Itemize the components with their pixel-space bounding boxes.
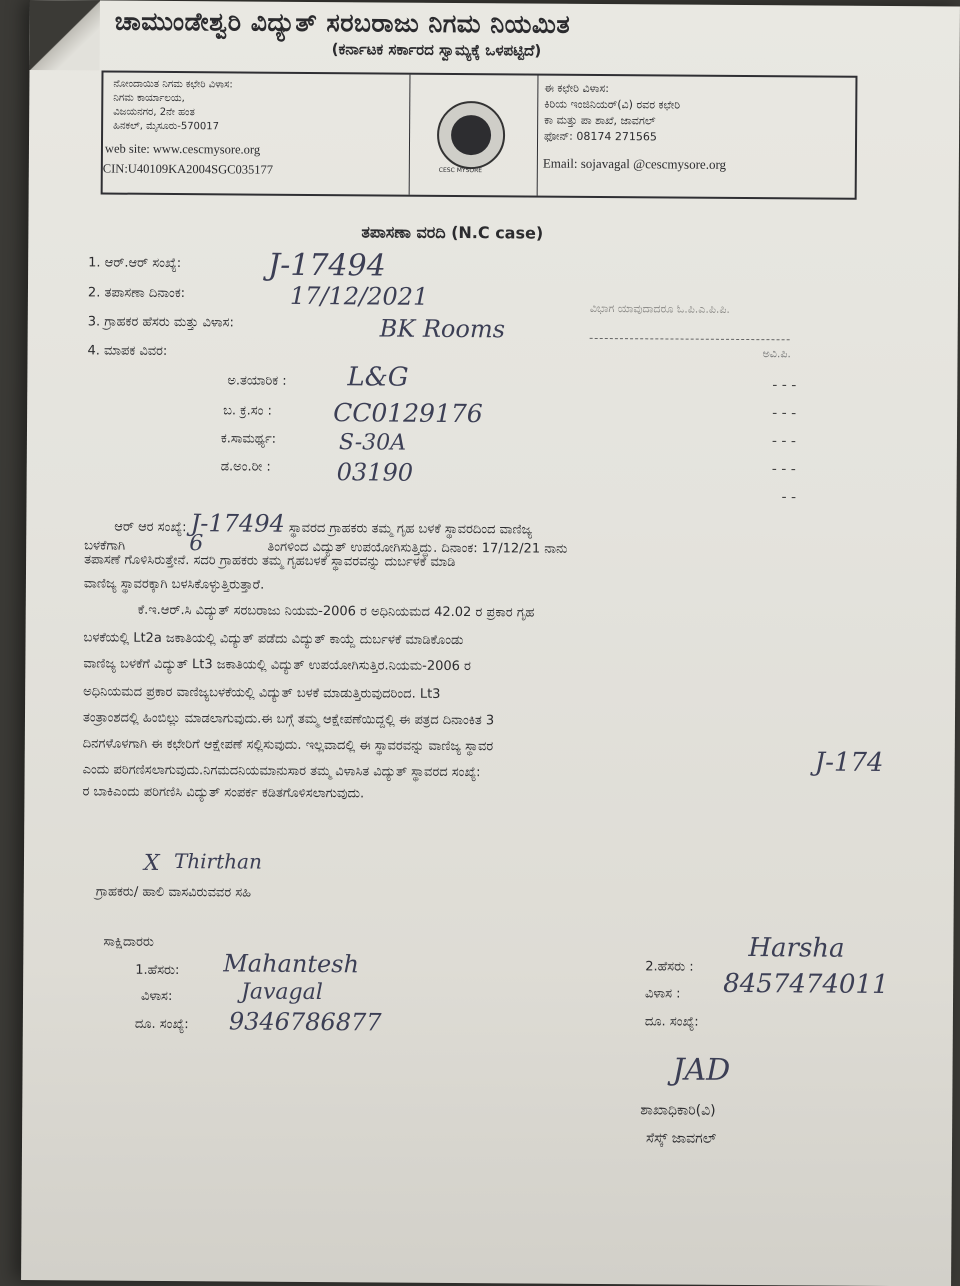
consumer-mark: X [143, 850, 160, 876]
registered-address-line: ನಿಗಮ ಕಾರ್ಯಾಲಯ, [113, 92, 185, 105]
field-label-rr-number: 1. ಆರ್.ಆರ್ ಸಂಖ್ಯೆ: [88, 255, 182, 272]
margin-mark: - - - [772, 405, 797, 422]
logo-caption: CESC MYSORE [438, 166, 483, 175]
margin-mark: - - [781, 489, 797, 506]
registered-address-line: ನೋಂದಾಯಿತ ನಿಗಮ ಕಛೇರಿ ವಿಳಾಸ: [113, 78, 233, 91]
witness1-name-label: 1.ಹೆಸರು: [135, 962, 180, 979]
body-line: ಎಂದು ಪರಿಗಣಿಸಲಾಗುವುದು.ನಿಗಮದನಿಯಮಾನುಸಾರ ತಮ್ಮ ವಿಳಾಸಿತ ವಿದ್ಯುತ್ ಸ್ಥಾವರದ ಸಂಖ್ಯೆ: [82, 762, 481, 781]
office-address-line: ಕಾ ಮತ್ತು ಪಾ ಶಾಖೆ, ಜಾವಗಲ್ [544, 113, 656, 128]
registered-address-line: ವಿಜಯನಗರ, 2ನೇ ಹಂತ [113, 106, 195, 119]
margin-mark: - - - [771, 461, 796, 478]
officer-title: ಶಾಖಾಧಿಕಾರಿ(ವಿ) [640, 1102, 716, 1119]
body-line: ತಂತ್ರಾಂಶದಲ್ಲಿ ಹಿಂಬಿಲ್ಲು ಮಾಡಲಾಗುವುದು.ಈ ಬಗ್ಗೆ ತಮ್ಮ ಆಕ್ಷೇಪಣೆಯಿದ್ದಲ್ಲಿ ಈ ಪತ್ರದ ದಿನಾಂಕಿತ 3 [82, 710, 495, 729]
office-email: Email: sojavagal @cescmysore.org [542, 155, 727, 172]
box-divider [537, 76, 539, 196]
consumer-signature: Thirthan [173, 849, 262, 874]
field-value-consumer-name: BK Rooms [379, 314, 506, 344]
officer-organization: ಸೆಸ್ಕ್ ಜಾವಗಲ್ [646, 1130, 717, 1147]
witness1-address: Javagal [240, 979, 323, 1006]
body-line: ರ ಬಾಕಿಎಂದು ಪರಿಗಣಿಸಿ ವಿದ್ಯುತ್ ಸಂಪರ್ಕ ಕಡಿತಗೊಳಿಸಲಾಗುವುದು. [82, 784, 365, 802]
office-address-line: ಕಿರಿಯ ಇಂಜಿನಿಯರ್(ವಿ) ರವರ ಕಛೇರಿ [544, 97, 681, 112]
body-line: ದಿನಗಳೊಳಗಾಗಿ ಈ ಕಛೇರಿಗೆ ಆಕ್ಷೇಪಣೆ ಸಲ್ಲಿಸುವುದು. ಇಲ್ಲವಾದಲ್ಲಿ ಈ ಸ್ಥಾವರವನ್ನು ವಾಣಿಜ್ಯ ಸ್ಥಾವರ [82, 736, 494, 755]
consumer-signature-label: ಗ್ರಾಹಕರು/ ಹಾಲಿ ವಾಸವಿರುವವರ ಸಹಿ [95, 884, 252, 901]
meter-label-reading: ಡ.ಅಂ.ರೀ : [220, 459, 271, 475]
field-label-consumer-name: 3. ಗ್ರಾಹಕರ ಹೆಸರು ಮತ್ತು ವಿಳಾಸ: [87, 314, 234, 331]
cesc-logo [437, 101, 505, 169]
witness1-phone: 9346786877 [228, 1007, 382, 1037]
witness1-phone-label: ದೂ. ಸಂಖ್ಯೆ: [134, 1016, 189, 1033]
org-subtitle: (ಕರ್ನಾಟಕ ಸರ್ಕಾರದ ಸ್ವಾಮ್ಯಕ್ಕೆ ಒಳಪಟ್ಟಿದೆ) [331, 40, 542, 60]
handwritten-rr: J-17494 [190, 509, 285, 538]
body-text: ಸ್ಥಾವರದ ಗ್ರಾಹಕರು ತಮ್ಮ ಗೃಹ ಬಳಕೆ ಸ್ಥಾವರದಿಂದ ವಾಣಿಜ್ಯ [288, 520, 533, 538]
body-line: ಅಧಿನಿಯಮದ ಪ್ರಕಾರ ವಾಣಿಜ್ಯಬಳಕೆಯಲ್ಲಿ ವಿದ್ಯುತ್ ಬಳಕೆ ಮಾಡುತ್ತಿರುವುದರಿಂದ. Lt3 [83, 684, 441, 702]
field-value-inspection-date: 17/12/2021 [289, 281, 429, 311]
meter-value-capacity: S-30A [338, 430, 407, 456]
org-name: ಚಾಮುಂಡೇಶ್ವರಿ ವಿದ್ಯುತ್ ಸರಬರಾಜು ನಿಗಮ ನಿಯಮಿತ [114, 6, 571, 39]
page-curl [30, 0, 100, 70]
meter-value-make: L&G [347, 362, 409, 393]
witness2-phone-label: ದೂ. ಸಂಖ್ಯೆ: [644, 1014, 699, 1030]
cin-number: CIN:U40109KA2004SGC035177 [102, 161, 274, 177]
dotted-line [590, 338, 790, 341]
logo-emblem [451, 115, 491, 155]
registered-address-line: ಹಿನಕಲ್, ಮೈಸೂರು-570017 [113, 120, 220, 133]
meter-label-make: ಅ.ತಯಾರಿಕ : [227, 373, 287, 389]
body-line: ಕೆ.ಇ.ಆರ್.ಸಿ ವಿದ್ಯುತ್ ಸರಬರಾಜು ನಿಯಮ-2006 ರ ಅಧಿನಿಯಮದ 42.02 ರ ಪ್ರಕಾರ ಗೃಹ [137, 602, 535, 621]
margin-note: ವಿಭಾಗ ಯಾವುದಾದರೂ ಓ.ಪಿ.ಎ.ಪಿ.ಪಿ. [589, 301, 730, 316]
witness1-name: Mahantesh [223, 949, 360, 979]
report-title: ತಪಾಸಣಾ ವರದಿ (N.C case) [361, 222, 544, 243]
margin-mark: - - - [772, 377, 797, 394]
website-link: web site: www.cescmysore.org [104, 141, 261, 157]
body-line: ವಾಣಿಜ್ಯ ಸ್ಥಾವರಕ್ಕಾಗಿ ಬಳಸಿಕೊಳ್ಳುತ್ತಿರುತ್ತಾರೆ. [83, 576, 265, 593]
witnesses-label: ಸಾಕ್ಷಿದಾರರು [103, 934, 154, 950]
body-text: ತಿಂಗಳಿಂದ ವಿದ್ಯುತ್ ಉಪಯೋಗಿಸುತ್ತಿದ್ದು. ದಿನಾಂಕ: 17/12/21 ನಾನು [267, 539, 568, 557]
body-text: ಬಳಕೆಗಾಗಿ [84, 538, 126, 554]
office-phone: ಫೋನ್: 08174 271565 [544, 129, 657, 144]
body-line: ವಾಣಿಜ್ಯ ಬಳಕೆಗೆ ವಿದ್ಯುತ್ Lt3 ಜಕಾತಿಯಲ್ಲಿ ವಿದ್ಯುತ್ ಉಪಯೋಗಿಸುತ್ತಿರ.ನಿಯಮ-2006 ರ [83, 656, 472, 675]
witness2-name: Harsha [748, 933, 845, 964]
meter-label-serial: ಬ. ಕ್ರ.ಸಂ : [223, 403, 272, 419]
witness2-name-label: 2.ಹೆಸರು : [645, 959, 694, 975]
field-label-meter-details: 4. ಮಾಪಕ ವಿವರ: [87, 343, 168, 359]
margin-note-2: ಅವಿ.ಪಿ. [762, 347, 791, 361]
document-page [21, 0, 960, 1286]
field-value-rr-number: J-17494 [268, 247, 386, 284]
meter-label-capacity: ಕ.ಸಾಮರ್ಥ್ಯ: [220, 431, 277, 447]
witness2-address: 8457474011 [723, 968, 889, 1001]
meter-value-reading: 03190 [336, 458, 414, 487]
box-divider [409, 75, 411, 195]
witness1-address-label: ವಿಳಾಸ: [140, 988, 173, 1005]
office-address-line: ಈ ಕಛೇರಿ ವಿಳಾಸ: [544, 81, 610, 96]
margin-mark: - - - [771, 433, 797, 450]
body-line: ತಪಾಸಣೆ ಗೊಳಿಸಿರುತ್ತೇನೆ. ಸದರಿ ಗ್ರಾಹಕರು ತಮ್ಮ ಗೃಹಬಳಕೆ ಸ್ಥಾವರವನ್ನು ದುರ್ಬಳಕೆ ಮಾಡಿ [84, 552, 456, 570]
witness2-address-label: ವಿಳಾಸ : [645, 986, 681, 1002]
handwritten-months: 6 [189, 531, 204, 557]
officer-signature: JAD [672, 1052, 731, 1088]
body-line: ಬಳಕೆಯಲ್ಲಿ Lt2a ಜಕಾತಿಯಲ್ಲಿ ವಿದ್ಯುತ್ ಪಡೆದು ವಿದ್ಯುತ್ ಕಾಯ್ದೆ ದುರ್ಬಳಕೆ ಮಾಡಿಕೊಂಡು [83, 630, 464, 649]
meter-value-serial: CC0129176 [333, 398, 483, 429]
body-text: ಆರ್ ಆರ ಸಂಖ್ಯೆ: [114, 519, 187, 536]
handwritten-rr-2: J-174 [814, 747, 884, 778]
field-label-inspection-date: 2. ತಪಾಸಣಾ ದಿನಾಂಕ: [87, 285, 186, 302]
